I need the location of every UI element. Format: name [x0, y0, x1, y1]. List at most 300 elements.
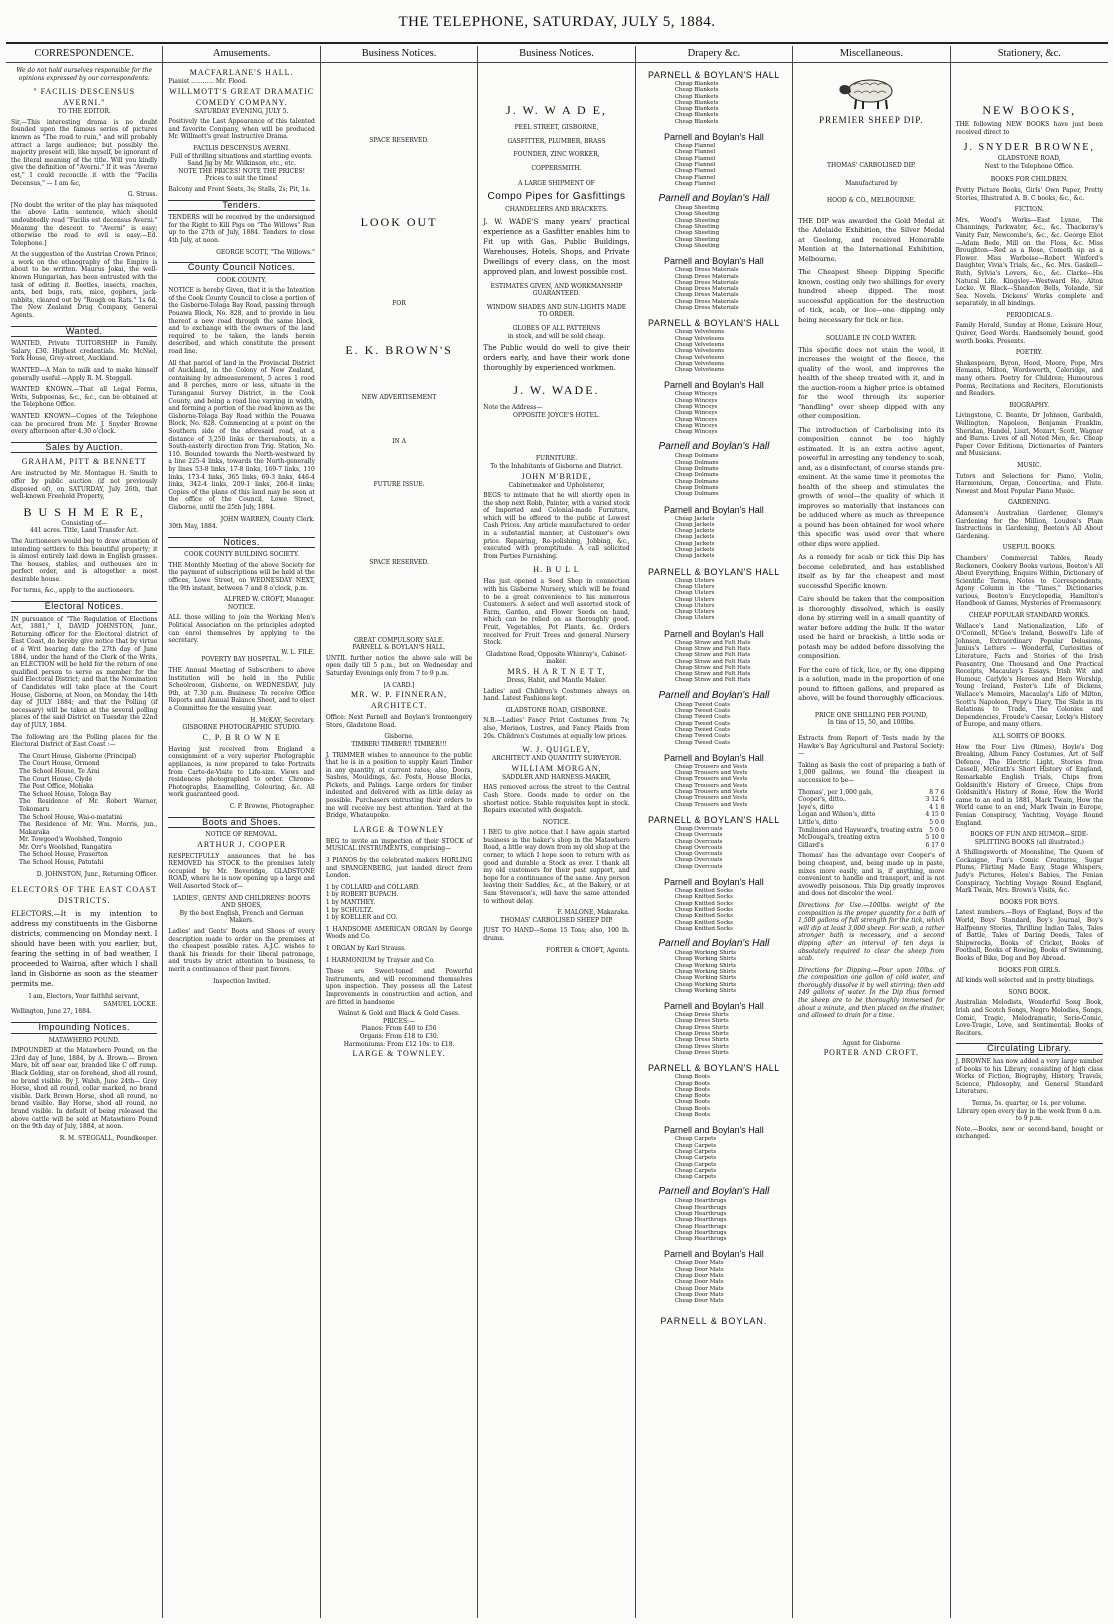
allsorts-body: How the Four Live (Rimes), Hoyle's Dog Breaking, Album Fancy Costumes, Art of Self Defence, The Electric Light, Stories from Cassell, McGrath's Short History of England, Remarkable English Trials, Chips from Goldsmith's History of Greece, Chips from Goldsmith's History of Rome, How the World came to an end in 1881, Mark Twain, How the World came to an end, Mark Twain in Europe, Fenian Conspiracy, Yachting, Voyage Round England.: [955, 743, 1103, 827]
wanted-ad: WANTED KNOWN—Copies of the Telephone can be procured from Mr. J. Snyder Browne every afternoon after 4.30 o'clock.: [11, 412, 158, 436]
card-label: [A CARD.]: [383, 681, 415, 689]
chandeliers: CHANDELIERS AND BRACKETS.: [505, 205, 608, 213]
column-heading: CORRESPONDENCE.: [6, 46, 162, 63]
list-item: Cheap Jackets: [674, 534, 715, 541]
item-list: [641, 764, 787, 808]
list-item: Cheap Dress Shirts: [674, 1024, 729, 1031]
list-item: Cheap Dress Shirts: [674, 1043, 729, 1050]
hall-title: Parnell and Boylan's Hall: [664, 752, 764, 763]
list-item: Cheap Sheeting: [674, 211, 720, 218]
list-item: Cheap Sheeting: [674, 230, 720, 237]
dip-cost: 6 17 0: [925, 841, 945, 849]
remedy-body: As a remedy for scab or tick this Dip has become celebrated, and has established itself as by far the cheapest and most successful Specific known.: [798, 553, 945, 590]
item-list: [641, 826, 787, 870]
polling-intro: The following are the Polling places for the Electoral District of East Coast :—: [11, 733, 158, 749]
browne-address: GLADSTONE ROAD,: [997, 155, 1061, 163]
play-tagline: Full of thrilling situations and startling events.: [170, 152, 313, 160]
soluble-heading: SOLUABLE IN COLD WATER.: [825, 335, 917, 343]
list-item: Cheap Flannel: [674, 168, 716, 175]
table-row: [798, 819, 944, 827]
browne-next: Next to the Telephone Office.: [984, 162, 1074, 170]
list-item: Cheap Tweed Coats: [674, 701, 731, 708]
dip-cost: 8 7 6: [929, 788, 945, 796]
column-drapery: [636, 46, 793, 1618]
list-item: Cheap Trousers and Vests: [674, 795, 748, 802]
item-list: [641, 702, 787, 746]
list-item: Cheap Overcoats: [674, 838, 723, 845]
children-body: Pretty Picture Books, Girls' Own Paper, Pretty Stories, Illustrated A. B. C books, &c., &c.: [955, 186, 1103, 202]
list-item: Cheap Dress Materials: [674, 298, 739, 305]
list-item: Cheap Dress Materials: [674, 267, 739, 274]
item-list: [641, 640, 787, 684]
dipping: Directions for Dipping.—Pour upon 10lbs. of the composition one gallon of cold water, and thoroughly dissolve it by well stirring; then add 149 gallons of water. In the Dip thus formed the sheep are to be thoroughly immersed for about a minute, and then placed on the drainer, and allowed to drain for a time.: [798, 966, 945, 1020]
building-society: COOK COUNTY BUILDING SOCIETY.: [184, 551, 300, 559]
drapery-block: [641, 69, 787, 125]
list-item: Cheap Door Mats: [674, 1266, 724, 1273]
wade-address: PEEL STREET, GISBORNE,: [514, 124, 599, 131]
harmonium: 1 HARMONIUM by Trayser and Co.: [325, 956, 436, 964]
wade-close: J. W. WADE.: [513, 383, 600, 398]
list-item: Cheap Working Shirts: [674, 950, 737, 957]
list-item: Mr. Orr's Woolshed, Rangatira: [19, 843, 112, 851]
item-list: [641, 81, 787, 125]
photo-title: GISBORNE PHOTOGRAPHIC STUDIO.: [182, 724, 301, 732]
council-date: 30th May, 1884.: [168, 523, 218, 531]
cure-body: For the cure of tick, lice, or fly, one dipping is a solution, made in the proportion of one pound to fifteen gallons, and prepared as above, will be found thoroughly efficacious.: [798, 665, 945, 703]
list-item: The School House, Te Arai: [19, 767, 100, 775]
list-item: Cheap Blankets: [674, 93, 719, 100]
price-pianos: Pianos: From £40 to £56: [361, 1025, 437, 1033]
performance-date: SATURDAY EVENING, JULY 5.: [194, 107, 289, 115]
list-item: Cheap Blankets: [674, 112, 719, 119]
list-item: Cheap Velveteens: [674, 360, 725, 367]
list-item: Cheap Overcoats: [674, 863, 723, 870]
electors-title: ELECTORS OF THE EAST COAST DISTRICTS.: [11, 885, 158, 906]
hotel-address: OPPOSITE JOYCE'S HOTEL.: [513, 411, 600, 419]
list-item: Cheap Blankets: [674, 81, 719, 87]
item-list: [641, 578, 787, 622]
list-item: Cheap Straw and Felt Hats: [674, 664, 751, 671]
list-item: Cheap Dress Shirts: [674, 1012, 729, 1019]
drapery-block: [641, 255, 787, 311]
company-name: WILLMOTT'S GREAT DRAMATIC COMEDY COMPANY.: [169, 86, 315, 107]
list-item: Cheap Working Shirts: [674, 968, 737, 975]
quigley-trade: ARCHITECT AND QUANTITY SURVEYOR.: [491, 755, 622, 763]
hall-title: Parnell and Boylan's Hall: [658, 193, 770, 205]
list-item: Mr. Towgood's Woolshed, Tongoio: [19, 836, 123, 844]
wade-trade: GASFITTER, PLUMBER, BRASS: [507, 137, 606, 145]
cooper-makers: By the best English, French and German Makers.: [179, 909, 304, 925]
list-item: Cheap Straw and Felt Hats: [674, 646, 751, 652]
agent: Agent for Gisborne: [842, 1039, 901, 1047]
list-item: Cheap Working Shirts: [674, 956, 737, 963]
section-auction: Sales by Auction.: [11, 442, 157, 454]
list-item: Cheap Overcoats: [674, 851, 723, 858]
cooper-name: ARTHUR J. COOPER: [197, 839, 287, 849]
auction-terms: For terms, &c., apply to the auctioneers.: [11, 587, 135, 595]
standard-heading: CHEAP POPULAR STANDARD WORKS.: [968, 612, 1090, 620]
hospital-body: THE Annual Meeting of Subscribers to above Institution will be held in the Public Schoolroom, Gisborne, on WEDNESDAY, July 9th, at 7.30 p.m. Business: To receive Office Reports and Annual Balance Sheet, and to elect a Committee for the ensuing year.: [168, 667, 315, 712]
list-item: Cheap Winceys: [674, 422, 718, 429]
globes-2: in stock, and will be sold cheap.: [507, 332, 606, 340]
shipment: A LARGE SHIPMENT OF: [518, 180, 595, 188]
item-list: [641, 391, 787, 435]
table-row: [798, 789, 944, 797]
list-item: Cheap Blankets: [674, 87, 719, 94]
list-item: Cheap Straw and Felt Hats: [674, 677, 751, 684]
to-editor: TO THE EDITOR.: [57, 108, 111, 116]
fun-body: A Shillingsworth of Moonshine, The Queen of Cockaigne, Fun's Comic Creatures, Sugar Plums, Flirting Made Easy, Stage Whispers, Judy's Pictures, Helen's Babies, The Fenian Conspiracy, Yachting Voyage Round England, Mark Twain, Mrs. Brown's Visits, &c.: [955, 849, 1103, 895]
drapery-block: [641, 317, 787, 373]
medal-note: THE DIP was awarded the Gold Medal at the Adelaide Exhibition, the Silver Medal at Geelong, and received Honorable Mention at the International Exhibition, Melbourne.: [798, 216, 945, 263]
list-item: The Post Office, Mohaka: [19, 783, 94, 791]
list-item: Cheap Velveteens: [674, 335, 725, 342]
bull-body: Has just opened a Seed Shop in connection with his Gisborne Nursery, which will be found to be a great convenience to his numerous Customers. A select and well assorted stock of Farm, Garden, and Flower Seeds on hand, which can be relied on as thoroughly good. Fruit, Vegetables, Pot Plants, &c. Orders received for Fruit Trees and general Nursery Stock.: [483, 578, 630, 647]
list-item: Cheap Carpets: [674, 1142, 717, 1149]
wade-trade: FOUNDER, ZINC WORKER,: [513, 151, 600, 159]
item-list: [641, 950, 787, 994]
masthead: [0, 0, 1114, 44]
list-item: Cheap Overcoats: [674, 857, 723, 864]
allsorts-heading: ALL SORTS OF BOOKS.: [992, 732, 1066, 740]
shades: WINDOW SHADES AND SUN-LIGHTS MADE TO ORDER.: [486, 303, 627, 319]
mbride-name: JOHN M'BRIDE,: [521, 471, 592, 481]
hall-title: Parnell and Boylan's Hall: [664, 628, 764, 639]
list-item: Cheap Boots: [674, 1074, 710, 1081]
song-body: Australian Melodists, Wonderful Song Book, Irish and Scotch Songs, Negro Melodies, Songs, Comic, Tragic, Melodramatic, Serio-Comic, Love-Tragic, Love, and Sentimental; Books of Reciters.: [955, 999, 1103, 1037]
pipes-banner: Compo Pipes for Gasfittings: [487, 190, 626, 202]
drapery-block: [641, 690, 787, 746]
hartnett-name: MRS. H A R T N E T T,: [507, 666, 606, 676]
mbride-body: BEGS to intimate that he will shortly open in the shop next Robb, Painter, with a varied stock of Imported and Colonial-made Furniture, which will be offered to the public at Lowest Cash Prices. Any article manufactured to order in a substantial manner, at Customer's own price. Repairing, Re-polishing, Jobbing, &c., executed with promptitude. A call solicited from Parties Furnishing.: [483, 492, 630, 560]
larges-body: BEG to invite an inspection of their STOCK of MUSICAL INSTRUMENTS, comprising—: [325, 837, 473, 853]
list-item: Cheap Knitted Socks: [674, 906, 733, 913]
dip-cost: 4 1 8: [929, 803, 945, 811]
item-list: [641, 329, 787, 373]
drapery-block: [641, 131, 787, 187]
new-books-intro: THE following NEW BOOKS have just been received direct to: [955, 121, 1103, 136]
section-council: County Council Notices.: [168, 262, 314, 274]
list-item: Cheap Flannel: [674, 149, 716, 156]
cooper-body-2: Ladies' and Gents' Boots and Shoes of every description made to order on the premises at the cheapest possible rates. A.J.C. wishes to thank his friends for their liberal patronage, and trusts by strict attention to business, to merit a continuance of their past favors.: [168, 928, 315, 973]
new-books-title: NEW BOOKS,: [982, 103, 1077, 117]
list-item: The School House, Tologa Bay: [19, 790, 112, 798]
space-reserved: SPACE RESERVED.: [369, 137, 429, 144]
list-item: Cheap Flannel: [674, 155, 716, 162]
list-item: Cheap Trousers and Vests: [674, 763, 748, 770]
music-heading: MUSIC.: [1017, 461, 1042, 469]
hall-title: Parnell and Boylan's Hall: [664, 504, 764, 515]
list-item: 1 by MANTHEY.: [325, 899, 376, 906]
list-item: Cheap Trousers and Vests: [674, 776, 748, 783]
list-item: Cheap Winceys: [674, 410, 718, 417]
fiction-heading: FICTION.: [1014, 206, 1044, 214]
list-item: Cheap Carpets: [674, 1155, 717, 1162]
hartnett-note: N.B.—Ladies' Fancy Print Costumes from 7s; also, Merinos, Lustres, and Fancy Plaids from 20s. Children's Costumes at equally low prices.: [483, 717, 630, 740]
item-list: [641, 205, 787, 249]
larges-close: LARGE & TOWNLEY.: [352, 1049, 446, 1059]
hall-title: PARNELL & BOYLAN'S HALL: [648, 566, 780, 577]
polling-signature: D. JOHNSTON, Junr., Returning Officer.: [36, 870, 158, 878]
list-item: Cheap Winceys: [674, 397, 718, 404]
list-item: Cheap Velveteens: [674, 348, 725, 355]
periodicals-heading: PERIODICALS.: [1006, 311, 1053, 319]
list-item: 1 by ROBERT BUPACH.: [325, 891, 399, 899]
public-note: The Public would do well to give their orders early, and have their work done thoroughly by experienced workmen.: [483, 344, 630, 373]
building-signature: ALFRED W. CROFT, Manager.: [224, 596, 315, 604]
pound-title: MATAWHERO POUND.: [48, 1036, 120, 1044]
hartnett-trade: Dress, Habit, and Mantle Maker.: [506, 676, 607, 684]
list-item: Cheap Hearthrugs: [674, 1211, 727, 1217]
dip-name: Gillard's: [798, 841, 824, 849]
standard-body: Wallace's Land Nationalization, Life of O'Connell, M'Gee's Ireland, Boswell's Life of Johnson, Extraordinary Popular Delusions, Junius's Letters — Wonderful, Curiosities of Literature, Facts and Stories of the Irish Peasantry, One Thousand and One Practical Receipts, Macaulay's Essays, Irish Wit and Humour, Carlyle's Heroes and Hero Worship, Young Ireland, Foster's Life of Dickens, Wallace's Memoirs, Macaulay's Life of Milton, Scott's Napoleon, Pepy's Diary, The Slate in its Relations to Trade, The Colonies and Dependencies, Froude's Caesar, Lecky's History of Europe, and many others.: [955, 622, 1103, 729]
music-body: Tutors and Selections for Piano, Violin, Harmonium, Organ, Concertina, and Flute. Newest and Most Popular Piano Music.: [955, 472, 1103, 495]
polling-places: [11, 753, 157, 867]
hall-title: Parnell and Boylan's Hall: [658, 938, 770, 950]
globes: GLOBES OF ALL PATTERNS: [512, 324, 601, 332]
lookout: LOOK OUT: [360, 214, 438, 229]
hartnett-address: GLADSTONE ROAD, GISBORNE.: [505, 706, 608, 714]
list-item: Cheap Dress Materials: [674, 305, 739, 312]
sheepdip-sub: THOMAS' CARBOLISED DIP.: [827, 162, 916, 169]
drapery-block: [641, 752, 787, 808]
list-item: Cheap Dress Shirts: [674, 1049, 729, 1056]
space-reserved: SPACE RESERVED.: [369, 558, 429, 566]
hall-title: Parnell and Boylan's Hall: [658, 689, 770, 701]
table-row: [798, 804, 944, 812]
section-boots: Boots and Shoes.: [168, 817, 314, 829]
column-heading: Miscellaneous.: [793, 46, 949, 63]
drapery-block: [641, 1062, 787, 1118]
wanted-ad: WANTED, Private TUITORSHIP in Family. Salary, £30. Highest credentials. Mr. McNiel, York House, Grey-street, Auckland.: [11, 340, 158, 363]
letter-body: Sir,—This interesting drama is no doubt founded upon the famous series of pictures known as "The road to ruin," and will probably attract a large audience; but possibly the majority present will, like myself, be ignorant of the literal meaning of the title. Will you kindly give the definition of "Averni." If it was "Averno est," I could reconcile it with the "Facilis Decensus," — I am &c,: [11, 118, 158, 187]
manufactured-by: Manufactured by: [845, 179, 898, 187]
in-a-label: IN A: [392, 437, 406, 445]
thomas-signature: FORTER & CROFT, Agents.: [546, 946, 630, 954]
list-item: Cheap Door Mats: [674, 1298, 724, 1305]
organ-2: 1 ORGAN by Karl Strauss.: [325, 944, 407, 952]
photo-signature: C. P. Browne, Photographer.: [229, 802, 315, 810]
drapery-footer: PARNELL & BOYLAN.: [660, 1315, 768, 1326]
list-item: Cheap Blankets: [674, 118, 719, 125]
notice-title: NOTICE.: [227, 603, 256, 611]
prices-heading: PRICES:—: [383, 1017, 416, 1025]
list-item: Cheap Door Mats: [674, 1291, 724, 1298]
list-item: Cheap Ulsters: [674, 609, 715, 616]
list-item: Cheap Working Shirts: [674, 962, 737, 969]
wanted-ad: WANTED KNOWN.—That all Legal Forms, Writs, Subpoenas, &c., &c., can be obtained at the Telephone Office.: [11, 386, 158, 409]
section-wanted: Wanted.: [11, 326, 157, 338]
hospital-signature: H. McKAY, Secretary.: [250, 716, 315, 724]
list-item: Cheap Tweed Coats: [674, 726, 731, 733]
list-item: Cheap Working Shirts: [674, 981, 737, 988]
larges-title: LARGE & TOWNLEY: [353, 824, 445, 834]
price: PRICE ONE SHILLING PER POUND,: [814, 711, 928, 719]
extracts: Extracts from Report of Tests made by the Hawke's Bay Agricultural and Pastoral Society:—: [798, 735, 945, 758]
prices-suit: Prices to suit the times!: [205, 175, 278, 183]
cooper-stock: LADIES', GENTS' AND CHILDRENS' BOOTS AND SHOES,: [173, 894, 311, 910]
disclaimer: We do not hold ourselves responsible for the opinions expressed by our correspondents.: [16, 67, 153, 82]
girls-heading: BOOKS FOR GIRLS.: [998, 966, 1061, 974]
drapery-block: [641, 566, 787, 622]
list-item: Cheap Sheeting: [674, 242, 720, 249]
list-item: Cheap Sheeting: [674, 205, 720, 212]
auction-consisting: Consisting of—: [61, 519, 108, 527]
architect-body: Office: Next Parnell and Boylan's Ironmongery Store, Gladstone Road.: [325, 714, 473, 729]
tins: In tins of 15, 50, and 100lbs.: [827, 719, 916, 727]
drapery-block: [641, 1124, 787, 1180]
morgan-name: WILLIAM MORGAN,: [511, 763, 602, 773]
hall-title: Parnell and Boylan's Hall: [664, 1001, 764, 1012]
list-item: Cheap Dolmans: [674, 491, 719, 498]
prices-note: NOTE THE PRICES! NOTE THE PRICES!: [178, 167, 305, 175]
item-list: [641, 516, 787, 560]
bull-name: H. B U L L: [533, 565, 580, 575]
for-label: FOR: [392, 299, 406, 307]
section-impounding: Impounding Notices.: [11, 1022, 157, 1034]
timber-body: J. TRIMMER wishes to announce to the public that he is in a position to supply Kauri Timber in any quantity, at current rates; also, Doors, Sashes, Mouldings, &c. Posts, House Blocks, Pickets, and Palings. Large orders for timber indented and delivered with as little delay as possible. Purchasers entrusting their orders to me will receive my best attention. Yard at the Bridge, Whataupoko.: [325, 751, 473, 820]
list-item: Cheap Carpets: [674, 1148, 717, 1155]
list-item: Cheap Flannel: [674, 180, 716, 187]
list-item: 1 by COLLARD and COLLARD.: [325, 883, 420, 891]
dip-cost: 5 0 0: [929, 819, 945, 826]
list-item: Cheap Door Mats: [674, 1260, 724, 1267]
children-heading: BOOKS FOR CHILDREN.: [990, 176, 1068, 184]
news-item: At the suggestion of the Austrian Crown Prince, a work on the ethnography of the Empire is about to be written. Maurus Jokai, the well-known Hungarian, has been entrusted with the task of editing it. Beetles, insects, roaches, ants, bed bugs, rats, mice, gophers, jack-rabbits, cleared out by "Rough on Rats." 1s 6d. The New Zealand Drug Company, General Agents.: [11, 251, 158, 320]
list-item: The School House, Patutahi: [19, 859, 104, 867]
column-business-2: [478, 46, 635, 1618]
wade-name: J. W. W A D E,: [506, 103, 607, 117]
electors-signature: SAMUEL LOCKE.: [103, 1000, 158, 1008]
gardening-body: Adamson's Australian Gardener, Glenny's Gardening for the Million, Loudon's Plain Instructions in Gardening, Beeton's All About Gardening.: [955, 509, 1103, 540]
building-body: THE Monthly Meeting of the above Society for the payment of subscriptions will be held at the offices, Lowe Street, on WEDNESDAY NEXT, the 9th instant, between 7 and 8 o'clock, p.m.: [168, 561, 315, 592]
list-item: Cheap Winceys: [674, 403, 718, 410]
list-item: Cheap Blankets: [674, 106, 719, 113]
list-item: Cheap Straw and Felt Hats: [674, 639, 751, 646]
auctioneer-name: GRAHAM, PITT & BENNETT: [21, 457, 147, 467]
notice-signature: W. L. FILE.: [281, 648, 315, 656]
architect-name: MR. W. P. FINNERAN, ARCHITECT.: [350, 690, 448, 711]
column-heading: Business Notices.: [478, 46, 634, 63]
list-item: Cheap Boots: [674, 1105, 710, 1112]
hall-name: MACFARLANE'S HALL.: [189, 68, 294, 77]
list-item: Cheap Velveteens: [674, 367, 725, 374]
column-heading: Amusements.: [163, 46, 319, 63]
list-item: Cheap Jackets: [674, 521, 715, 528]
list-item: Cheap Dolmans: [674, 478, 719, 485]
notice-signature: F. MALONE, Makaraka.: [557, 909, 630, 917]
dip-cost: 4 15 0: [925, 811, 945, 819]
price-organs: Organs: From £18 to £30.: [359, 1032, 439, 1040]
list-item: Cheap Tweed Coats: [674, 733, 731, 740]
list-item: Cheap Dress Materials: [674, 273, 739, 280]
cases: Walnut & Gold and Black & Gold Cases.: [338, 1010, 460, 1018]
sheep-icon: [836, 71, 906, 111]
hall-title: Parnell and Boylan's Hall: [658, 441, 770, 453]
columns: [6, 46, 1108, 1618]
list-item: Cheap Velveteens: [674, 354, 725, 361]
list-item: The School House, Wai-o-matatini: [19, 813, 123, 821]
drapery-blocks: [641, 69, 787, 1305]
list-item: Cheap Straw and Felt Hats: [674, 658, 751, 665]
list-item: Cheap Overcoats: [674, 832, 723, 839]
pianist: Pianist ............ Mr. Flood.: [168, 78, 248, 85]
hall-title: PARNELL & BOYLAN'S HALL: [648, 814, 780, 825]
column-stationery: [951, 46, 1108, 1618]
useful-body: Chambers' Commercial Tables, Ready Reckoners, Cookery Books various, Beeton's All About Everything, Enquire Within, Dictionary of Scientific Terms, Notes to Correspondents, Agony Column in the "Times," Dictionaries various, Beeton's Encyclopedia, Hamilton's Handbook of Games, Mysteries of Freemasonry.: [955, 554, 1103, 608]
hospital-title: POVERTY BAY HOSPITAL.: [201, 656, 283, 664]
list-item: Cheap Working Shirts: [674, 987, 737, 994]
pound-signature: R. M. STEGGALL, Poundkeeper.: [59, 1134, 158, 1142]
list-item: Cheap Jackets: [674, 528, 715, 535]
boys-body: Latest numbers.—Boys of England, Boys of the World, Boys' Standard, Boy's Journal, Boy's Halfpenny Stories, Thrilling Indian Tales, Tales of Battle, Tales of Daring Deeds, Tales of Shipwrecks, Books of Cricket, Books of Football, Books of Rowing, Books of Swimming, Books of Bike, Dog and Boy Abroad.: [955, 909, 1103, 962]
list-item: The Residence of Mr. Robert Warner, Tokomaru: [19, 798, 158, 813]
sale-hall: PARNELL & BOYLAN'S HALL.: [352, 644, 446, 652]
table-row: [798, 827, 944, 835]
list-item: The Residence of Mr. Wm. Morris, jun., Makaraka: [19, 821, 158, 836]
list-item: Cheap Jackets: [674, 540, 715, 547]
list-item: Cheap Winceys: [674, 429, 718, 436]
care-body: Care should be taken that the composition is thoroughly dissolved, which is easily done by stirring well in a small quantity of water before adding the bulk. If the water used be hard or brackish, a little soda or potash may be added before dissolving the composition.: [798, 595, 945, 661]
hall-title: PARNELL & BOYLAN'S HALL: [648, 1063, 780, 1074]
poetry-body: Shakespeare, Byron, Hood, Moore, Pope, Mrs Hemans, Milton, Wordsworth, Coleridge, and many others. Poetry for Children; Humourous Poems, Recitations and Reciters, Elocutionists and Readers.: [955, 359, 1103, 398]
list-item: Cheap Tweed Coats: [674, 714, 731, 721]
quigley-name: W. J. QUIGLEY,: [522, 745, 591, 755]
table-row: [798, 842, 944, 850]
list-item: Cheap Tweed Coats: [674, 708, 731, 715]
list-item: Cheap Carpets: [674, 1136, 717, 1143]
letter-signature: G. Struss.: [127, 191, 158, 199]
porter-croft: PORTER AND CROFT.: [823, 1048, 919, 1058]
tenders-body: TENDERS will be received by the undersigned for the Right to Kill Pigs on "The Willows" Run up to the 27th of July, 1884. Tenders to close 4th July, at noon.: [168, 214, 315, 244]
masthead-rule: [6, 42, 1108, 44]
list-item: Cheap Sheeting: [674, 236, 720, 243]
hall-title: PARNELL & BOYLAN'S HALL: [648, 318, 780, 329]
removal-title: NOTICE OF REMOVAL.: [205, 831, 278, 839]
property-name: B U S H M E R E,: [23, 504, 145, 519]
list-item: Cheap Jackets: [674, 547, 715, 554]
drapery-block: [641, 1000, 787, 1056]
dip-name: Jeye's, ditto: [798, 803, 834, 811]
electoral-body: IN pursuance of "The Regulation of Elections Act, 1881," I, DAVID JOHNSTON, Junr., Returning officer for the Electoral district of East Coast, do hereby give notice that by virtue of a Writ bearing date the 27th day of June 1884, under the hand of the Clerk of the Writs, an ELECTION will be held for the return of one qualified person to serve as member for the said Electoral District; and that the Nomination of Candidates will take place at the Court House, Gisborne, at Noon, on Monday, the 14th day of JULY 1884; and that the Polling (if necessary) will be taken at the several polling places of the said District on Tuesday the 22nd day of JULY, 1884.: [11, 615, 158, 729]
list-item: The School House, Fraserton: [19, 851, 108, 859]
list-item: Cheap Boots: [674, 1093, 710, 1100]
list-item: Cheap Boots: [674, 1112, 710, 1119]
list-item: Cheap Hearthrugs: [674, 1198, 727, 1205]
browne-name: J. SNYDER BROWNE,: [963, 142, 1095, 154]
gisborne-label: Gisborne.: [384, 733, 414, 741]
fiction-body: Mrs. Wood's Works—East Lynne, The Channings, Parkwater, &c., &c. Thackeray's Vanity Fair, Newcombe's, &c., &c. George Eliot—Adam Bede, Mill on the Floss, &c. Miss Broughton—Red as a Rose, Cometh up as a Flower. Miss Warboise—Robert Winford's Daughter, Vivia's Trials, &c., &c. Mrs. Gaskell—Ruth, Sylvia's Lovers, &c., &c. Clarke—His Natural Life. Kingsley—Westward Ho, Alton Locke. W. Black—Shandon Bells, Yolande, Sir Sea. Novels. Dickens' Works complete and separately, in all bindings.: [955, 216, 1103, 308]
council-body: NOTICE is hereby Given, that it is the Intention of the Cook County Council to close a portion of the Gisborne-Tolaga Bay Road, passing through Pouawa Block, No. 828, and to provide in lieu thereof a new road through the same block, and to exchange with the owners of the land required to be taken, the lands herein described, and which constitute the present road line.: [168, 287, 315, 356]
sheepdip-title: PREMIER SHEEP DIP.: [819, 115, 924, 125]
fun-heading: BOOKS OF FUN AND HUMOR—SIDE-SPLITTING BOOKS (all illustrated.): [970, 831, 1089, 846]
list-item: Cheap Knitted Socks: [674, 900, 733, 907]
morgan-trade: SADDLER AND HARNESS-MAKER,: [501, 773, 611, 781]
list-item: Cheap Dress Shirts: [674, 1031, 729, 1038]
timber-title: TIMBER! TIMBER!! TIMBER!!!: [351, 740, 447, 748]
hall-title: Parnell and Boylan's Hall: [664, 132, 764, 143]
item-list: [641, 1012, 787, 1056]
list-item: Cheap Ulsters: [674, 590, 715, 597]
list-item: Cheap Flannel: [674, 161, 716, 168]
list-item: Cheap Carpets: [674, 1167, 717, 1174]
list-item: Cheap Knitted Socks: [674, 888, 733, 895]
dip-cost: 5 10 0: [925, 834, 945, 842]
notice-body: ALL those willing to join the Working Men's Political Association on the principles adopted can enrol themselves by applying to the secretary.: [168, 614, 315, 645]
thomas-body: JUST TO HAND—Some 15 Tons; also, 100 lb. drums.: [483, 927, 630, 942]
notice-heading: NOTICE.: [542, 818, 571, 826]
electors-body: ELECTORS,—It is my intention to address my constituents in the Gisborne districts, commencing on Monday next. I should have been with you earlier, but, fearing the setting in of bad weather, I proceeded to Wairoa, after which I shall land in Gisborne as soon as the steamer permits me.: [11, 910, 158, 989]
